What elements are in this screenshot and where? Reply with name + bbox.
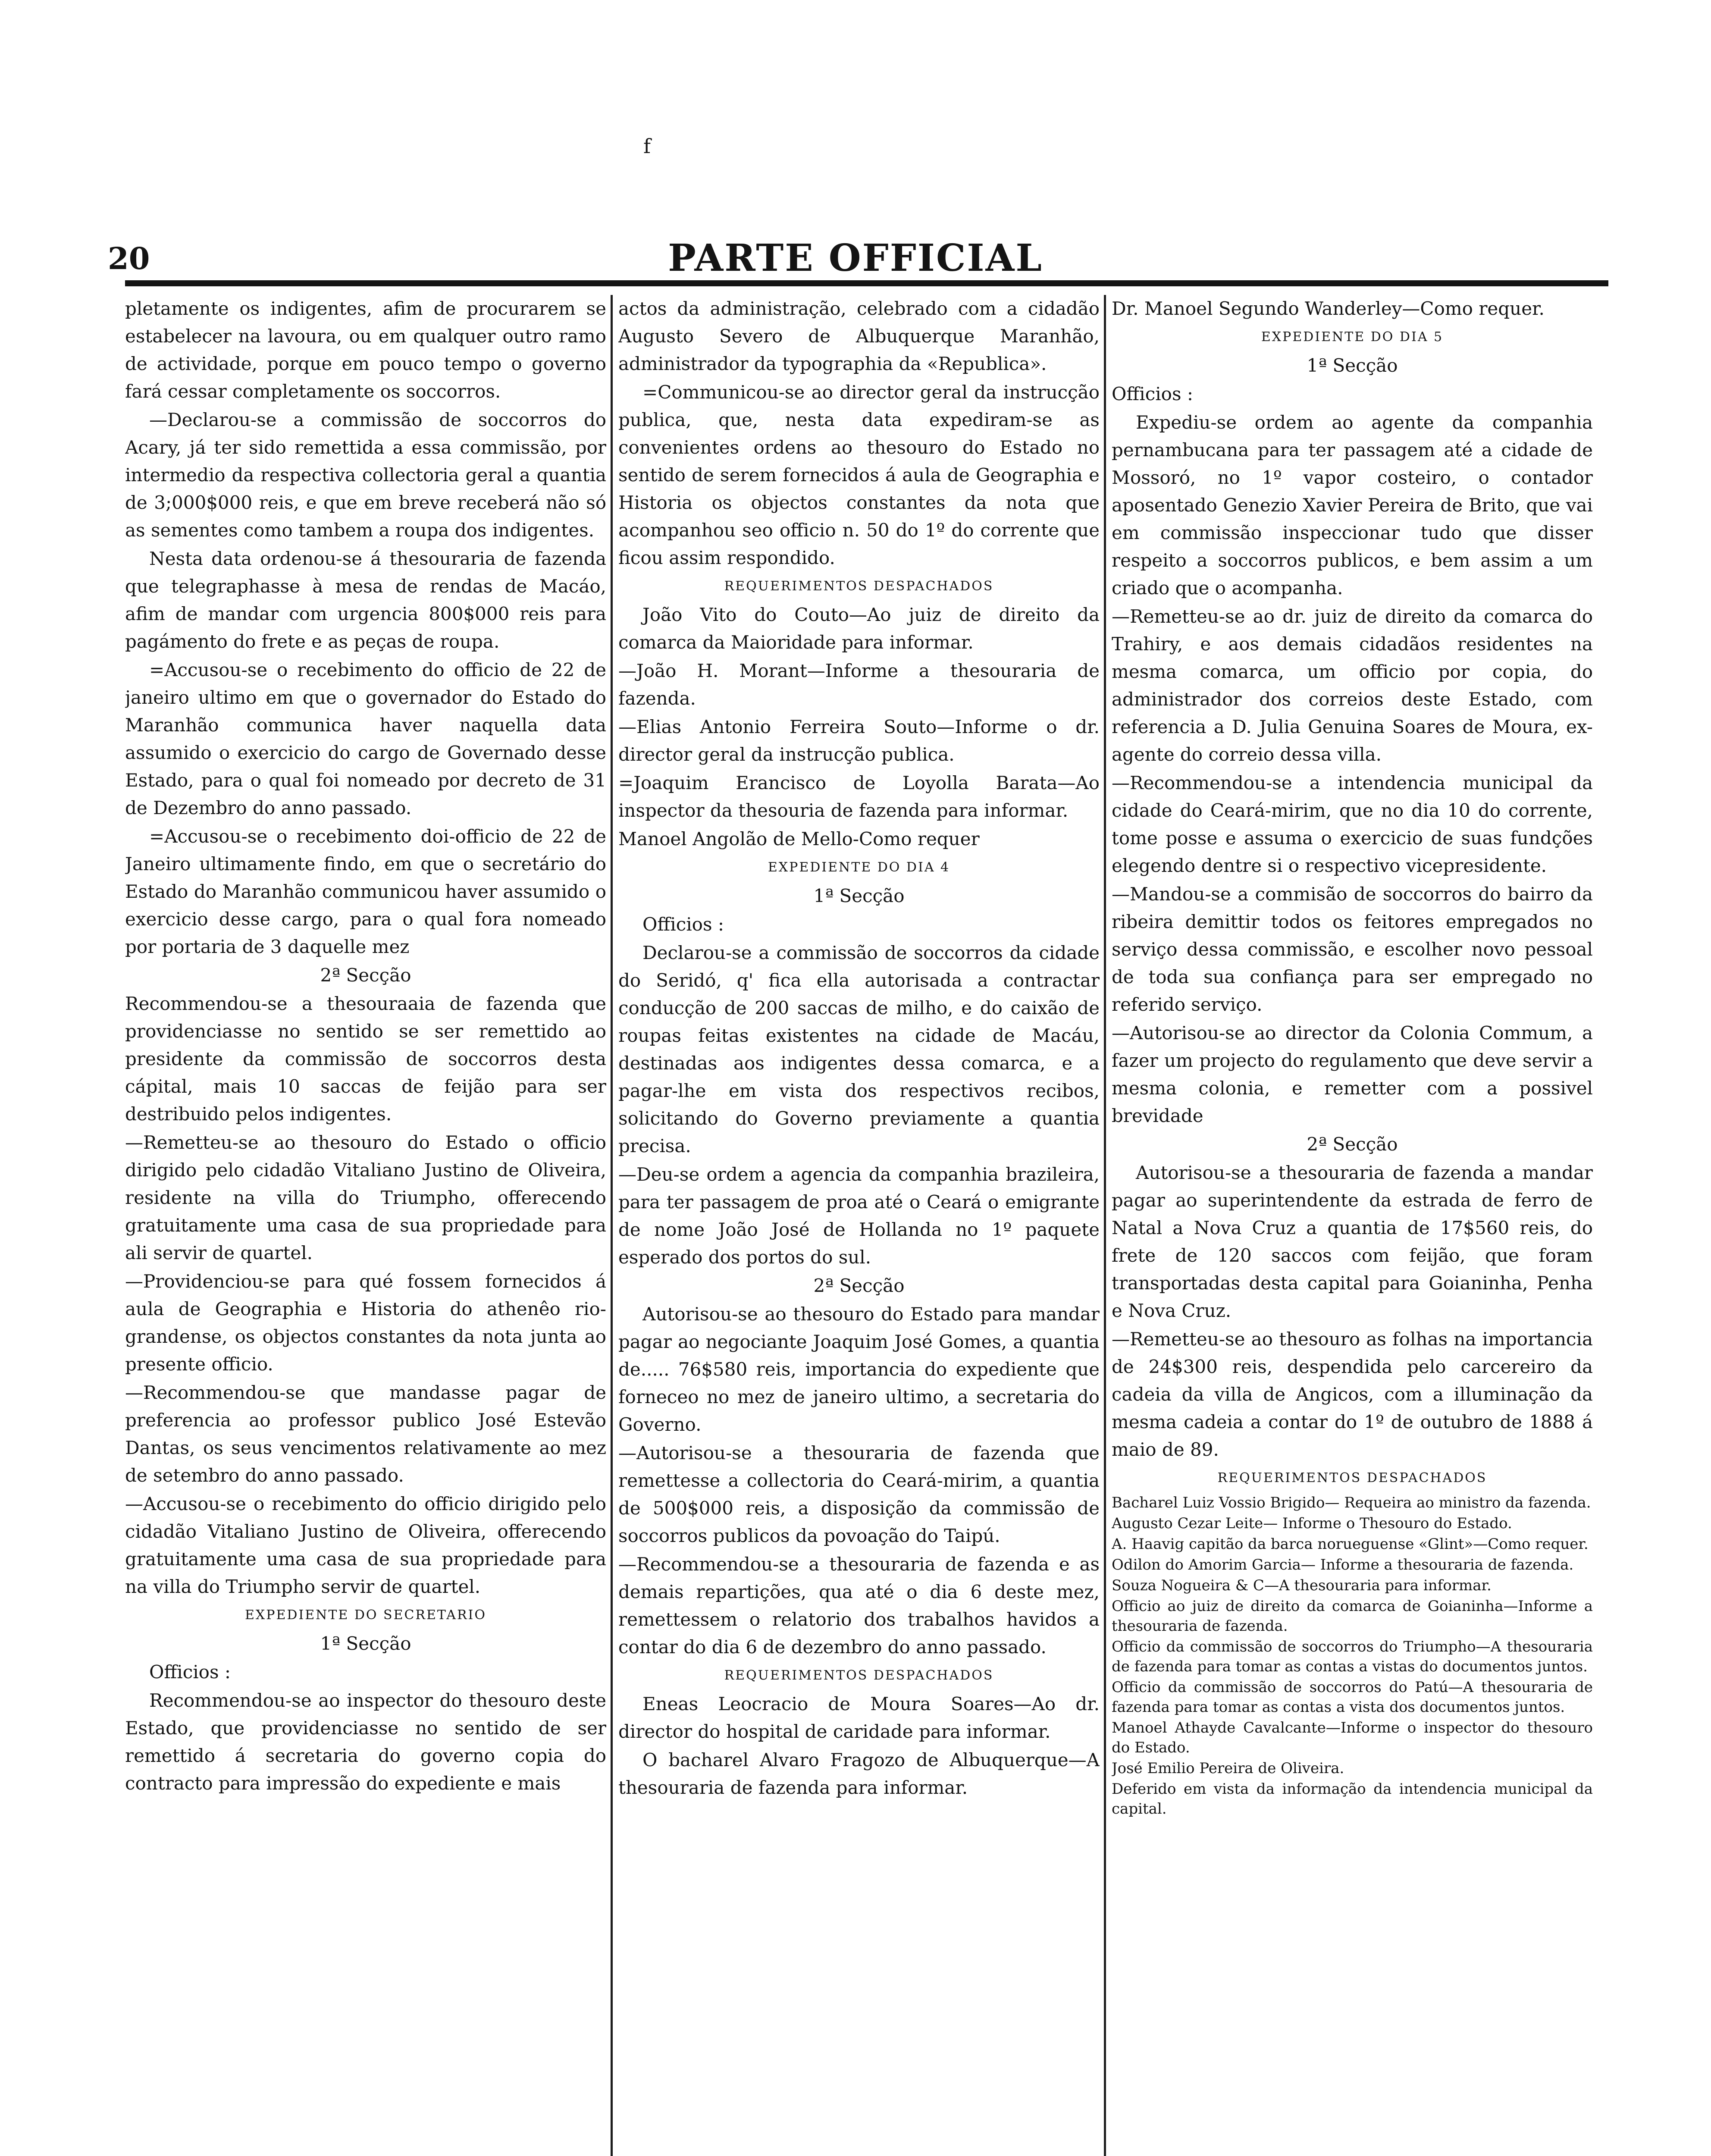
paragraph: —João H. Morant—Informe a thesouraria de fazenda. (618, 660, 1100, 709)
despacho-entry: Bacharel Luiz Vossio Brigido— Requeira ao ministro da fazenda. (1112, 1494, 1591, 1511)
paragraph: =Communicou-se ao director geral da instrucção publica, que, nesta data expediram-se as convenientes ordens ao thesouro do Estado no sentido de serem fornecidos á aula de Geographia e Historia os objectos constantes da nota que acompanhou seo officio n. 50 do 1º do corrente que ficou assim respondido. (618, 382, 1100, 568)
section-heading: 1ª Secção (320, 1633, 411, 1654)
section-heading: 2ª Secção (320, 965, 411, 986)
column-3 (1112, 295, 1593, 2156)
paragraph: Autorisou-se ao thesouro do Estado para mandar pagar ao negociante Joaquim José Gomes, a quantia de..... 76$580 reis, importancia do expediente que forneceo no mez de janeiro ultimo, a secretaria do Governo. (618, 1304, 1100, 1435)
paragraph: =Accusou-se o recebimento doi-officio de 22 de Janeiro ultimamente findo, em que o secretário do Estado do Maranhão communicou haver assumido o exercicio desse cargo, para o qual fora nomeado por portaria de 3 daquelle mez (125, 826, 606, 957)
paragraph: Expediu-se ordem ao agente da companhia pernambucana para ter passagem até a cidade de Mossoró, no 1º vapor costeiro, o contador aposentado Genezio Xavier Pereira de Brito, que vai em commissão inspeccionar tudo que disser respeito a soccorros publicos, e bem assim a um criado que o acompanha. (1112, 412, 1593, 599)
paragraph: —Remetteu-se ao thesouro do Estado o officio dirigido pelo cidadão Vitaliano Justino de Oliveira, residente na villa do Triumpho, offerecendo gratuitamente uma casa de sua propriedade para ali servir de quartel. (125, 1132, 606, 1263)
section-heading: 2ª Secção (813, 1275, 905, 1296)
subheading: REQUERIMENTOS DESPACHADOS (1217, 1470, 1487, 1485)
despacho-entry: Augusto Cezar Leite— Informe o Thesouro do Estado. (1112, 1515, 1512, 1532)
despacho-entry: Odilon do Amorim Garcia— Informe a thesouraria de fazenda. (1112, 1556, 1574, 1573)
despacho-entry: Manoel Athayde Cavalcante—Informe o inspector do thesouro do Estado. (1112, 1719, 1593, 1756)
paragraph: Officios : (149, 1661, 231, 1683)
paragraph: Officios : (1112, 383, 1193, 404)
column-1 (125, 295, 606, 2156)
subheading: EXPEDIENTE DO DIA 5 (1261, 329, 1444, 345)
header-rule (125, 280, 1608, 286)
column-divider-2 (1104, 295, 1106, 2156)
section-heading: 1ª Secção (1307, 355, 1398, 376)
page-title: PARTE OFFICIAL (668, 236, 1043, 280)
paragraph: =Joaquim Erancisco de Loyolla Barata—Ao inspector da thesouria de fazenda para informar. (618, 772, 1100, 821)
paragraph: Officios : (642, 914, 724, 935)
column-2 (618, 295, 1100, 2156)
subheading: EXPEDIENTE DO SECRETARIO (245, 1608, 486, 1623)
despacho-entry: Officio ao juiz de direito da comarca de Goianinha—Informe a thesouraria de fazenda. (1112, 1598, 1593, 1635)
top-mark: f (643, 135, 651, 158)
paragraph: Eneas Leocracio de Moura Soares—Ao dr. director do hospital de caridade para informar. (618, 1693, 1100, 1742)
paragraph: —Deu-se ordem a agencia da companhia brazileira, para ter passagem de proa até o Ceará o emigrante de nome João José de Hollanda no 1º paquete esperado dos portos do sul. (618, 1164, 1100, 1268)
paragraph: O bacharel Alvaro Fragozo de Albuquerque—A thesouraria de fazenda para informar. (618, 1749, 1100, 1798)
paragraph: Autorisou-se a thesouraria de fazenda a mandar pagar ao superintendente da estrada de ferro de Natal a Nova Cruz a quantia de 17$560 reis, do frete de 120 saccos com feijão, que foram transportadas desta capital para Goianinha, Penha e Nova Cruz. (1112, 1162, 1593, 1321)
section-heading: 2ª Secção (1307, 1134, 1398, 1155)
paragraph: —Providenciou-se para qué fossem fornecidos á aula de Geographia e Historia do athenêo rio-grandense, os objectos constantes da nota junta ao presente officio. (125, 1271, 606, 1375)
paragraph: —Declarou-se a commissão de soccorros do Acary, já ter sido remettida a essa commissão, por intermedio da respectiva collectoria geral a quantia de 3;000$000 reis, e que em breve receberá não só as sementes como tambem a roupa dos indigentes. (125, 409, 606, 541)
despacho-entry: Officio da commissão de soccorros do Patú—A thesouraria de fazenda para tomar as contas a vista dos documentos juntos. (1112, 1679, 1593, 1716)
paragraph: Nesta data ordenou-se á thesouraria de fazenda que telegraphasse à mesa de rendas de Macáo, afim de mandar com urgencia 800$000 reis para pagámento do frete e as peças de roupa. (125, 548, 606, 652)
paragraph: Declarou-se a commissão de soccorros da cidade do Seridó, q' fica ella autorisada a contractar conducção de 200 saccas de milho, e do caixão de roupas feitas existentes na cidade de Macáu, destinadas aos indigentes dessa comarca, e a pagar-lhe em vista dos respectivos recibos, solicitando do Governo previamente a quantia precisa. (618, 942, 1100, 1156)
paragraph: Recommendou-se a thesouraaia de fazenda que providenciasse no sentido se ser remettido ao presidente da commissão de soccorros desta cápital, mais 10 saccas de feijão para ser destribuido pelos indigentes. (125, 993, 606, 1125)
despacho-entry: A. Haavig capitão da barca norueguense «Glint»—Como requer. (1112, 1536, 1589, 1553)
despacho-entry: Officio da commissão de soccorros do Triumpho—A thesouraria de fazenda para tomar as contas a vistas do documentos juntos. (1112, 1638, 1593, 1675)
subheading: EXPEDIENTE DO DIA 4 (768, 860, 950, 875)
paragraph: actos da administração, celebrado com a cidadão Augusto Severo de Albuquerque Maranhão, administrador da typographia da «Republica». (618, 298, 1100, 374)
page-number: 20 (108, 241, 150, 276)
despacho-entry: Souza Nogueira & C—A thesouraria para informar. (1112, 1577, 1492, 1594)
paragraph: —Accusou-se o recebimento do officio dirigido pelo cidadão Vitaliano Justino de Oliveira, offerecendo gratuitamente uma casa de sua propriedade para na villa do Triumpho servir de quartel. (125, 1493, 606, 1597)
despacho-entry: Deferido em vista da informação da intendencia municipal da capital. (1112, 1780, 1593, 1818)
paragraph: pletamente os indigentes, afim de procurarem se estabelecer na lavoura, ou em qualquer outro ramo de actividade, porque em pouco tempo o governo fará cessar completamente os soccorros. (125, 298, 606, 402)
paragraph: Manoel Angolão de Mello-Como requer (618, 828, 980, 849)
paragraph: —Remetteu-se ao dr. juiz de direito da comarca do Trahiry, e aos demais cidadãos residentes na mesma comarca, um officio por copia, do administrador dos correios deste Estado, com referencia a D. Julia Genuina Soares de Moura, ex-agente do correio dessa villa. (1112, 606, 1593, 765)
section-heading: 1ª Secção (813, 885, 905, 906)
column-divider-1 (611, 295, 613, 2156)
paragraph: Recommendou-se ao inspector do thesouro deste Estado, que providenciasse no sentido de ser remettido á secretaria do governo copia do contracto para impressão do expediente e mais (125, 1690, 606, 1794)
paragraph: —Autorisou-se a thesouraria de fazenda que remettesse a collectoria do Ceará-mirim, a quantia de 500$000 reis, a disposição da commissão de soccorros publicos da povoação do Taipú. (618, 1442, 1100, 1546)
paragraph: —Autorisou-se ao director da Colonia Commum, a fazer um projecto do regulamento que deve servir a mesma colonia, e remetter com a possivel brevidade (1112, 1022, 1593, 1126)
paragraph: —Remetteu-se ao thesouro as folhas na importancia de 24$300 reis, despendida pelo carcereiro da cadeia da villa de Angicos, com a illuminação da mesma cadeia a contar do 1º de outubro de 1888 á maio de 89. (1112, 1329, 1593, 1460)
paragraph: —Recommendou-se a thesouraria de fazenda e as demais repartições, qua até o dia 6 deste mez, remettessem o relatorio dos trabalhos havidos a contar do dia 6 de dezembro do anno passado. (618, 1554, 1100, 1658)
subheading: REQUERIMENTOS DESPACHADOS (724, 1668, 994, 1683)
paragraph: —Recommendou-se a intendencia municipal da cidade do Ceará-mirim, que no dia 10 do corrente, tome posse e assuma o exercicio de suas fundções elegendo dentre si o respectivo vicepresidente. (1112, 772, 1593, 876)
subheading: REQUERIMENTOS DESPACHADOS (724, 579, 994, 594)
paragraph: —Recommendou-se que mandasse pagar de preferencia ao professor publico José Estevão Dantas, os seus vencimentos relativamente ao mez de setembro do anno passado. (125, 1382, 606, 1486)
paragraph: João Vito do Couto—Ao juiz de direito da comarca da Maioridade para informar. (618, 604, 1100, 653)
paragraph: Dr. Manoel Segundo Wanderley—Como requer. (1112, 298, 1545, 319)
paragraph: —Mandou-se a commisão de soccorros do bairro da ribeira demittir todos os feitores empregados no serviço dessa commissão, e escolher novo pessoal de toda sua confiança para ser empregado no referido serviço. (1112, 884, 1593, 1015)
paragraph: =Accusou-se o recebimento do officio de 22 de janeiro ultimo em que o governador do Estado do Maranhão communica haver naquella data assumido o exercicio do cargo de Governado desse Estado, para o qual foi nomeado por decreto de 31 de Dezembro do anno passado. (125, 659, 606, 818)
paragraph: —Elias Antonio Ferreira Souto—Informe o dr. director geral da instrucção publica. (618, 716, 1100, 765)
despacho-entry: José Emilio Pereira de Oliveira. (1112, 1760, 1344, 1777)
